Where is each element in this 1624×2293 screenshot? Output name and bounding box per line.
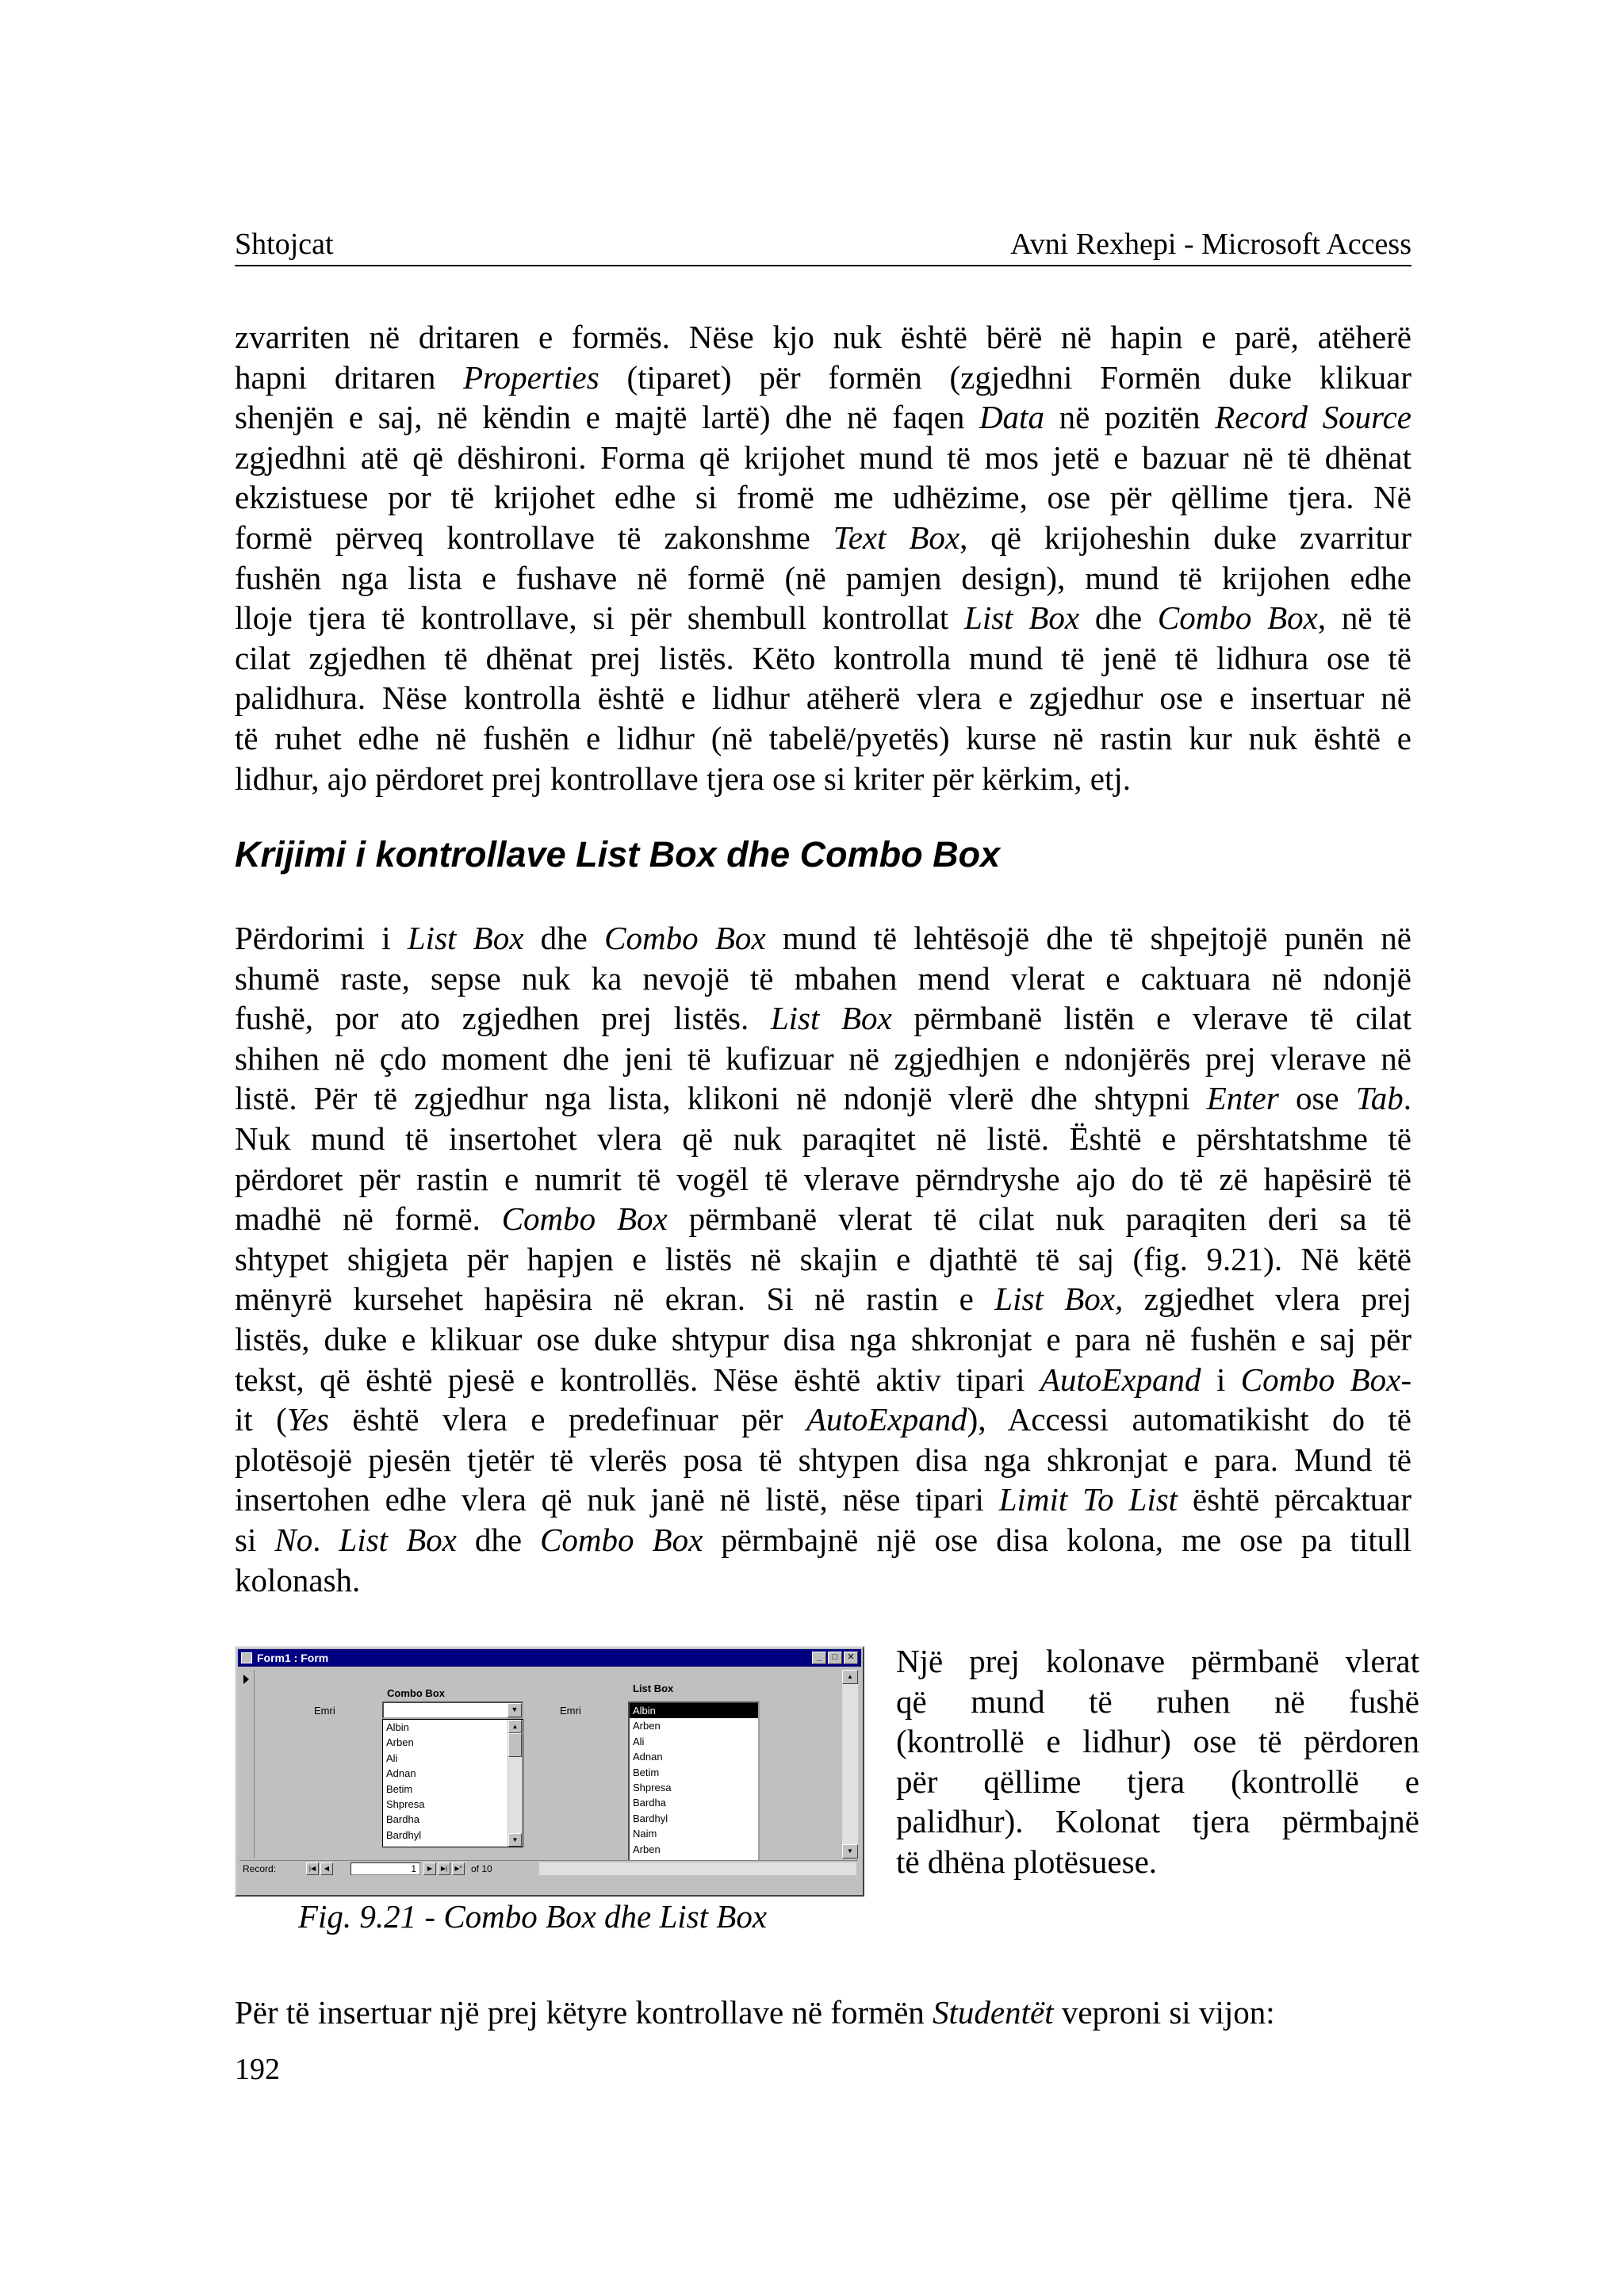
figure-caption: Fig. 9.21 - Combo Box dhe List Box [298, 1898, 768, 1935]
text-line [235, 317, 1411, 358]
text-run: i [1201, 1361, 1241, 1398]
text-run: cilat zgjedhen të dhënat prej listës. Këto kontrolla mund të jenë të lidhura ose të [235, 639, 1411, 676]
maximize-icon[interactable]: □ [828, 1652, 842, 1664]
italic-term: Tab [1355, 1080, 1404, 1117]
text-run: . [312, 1521, 339, 1558]
text-line [235, 718, 1411, 759]
form-icon [241, 1652, 252, 1663]
text-run: insertohen edhe vlera që nuk janë në listë, nëse tipari [235, 1481, 999, 1518]
scroll-down-icon[interactable]: ▼ [842, 1844, 858, 1859]
italic-term: Text Box [833, 519, 960, 556]
italic-term: Data [979, 399, 1044, 436]
combo-dropdown-list[interactable] [382, 1719, 523, 1847]
list-items [630, 1703, 758, 1857]
text-line [235, 678, 1411, 718]
italic-term: List Box [407, 920, 524, 956]
text-run: zgjedhet vlera prej [1123, 1280, 1411, 1318]
list-item[interactable]: Bardhyl [386, 1828, 422, 1841]
text-line [235, 438, 1411, 478]
text-run: (tiparet) për formën (zgjedhni Formën duke klikuar [599, 358, 1412, 396]
text-run: kolonash. [235, 1561, 361, 1598]
text-run: fushë, por ato zgjedhen prej listës. [235, 1000, 771, 1037]
text-run: ose [1278, 1080, 1356, 1117]
text-run: është përcaktuar [1178, 1481, 1411, 1518]
text-run: mund të lehtësojë dhe të shpejtojë punën në [765, 920, 1411, 956]
page-header [235, 224, 1411, 266]
text-line [235, 1992, 1411, 2033]
text-run: ekzistuese por të krijohet edhe si fromë me udhëzime, ose për qëllime tjera. Në [235, 479, 1411, 516]
figure-side-text [896, 1641, 1419, 1882]
paragraph-1 [235, 317, 1411, 798]
text-run: është vlera e predefinuar për [329, 1401, 806, 1438]
list-item[interactable]: Arben [386, 1736, 414, 1749]
text-line [235, 1480, 1411, 1520]
form-vertical-scrollbar[interactable] [842, 1670, 858, 1859]
italic-term: No [274, 1521, 313, 1558]
text-run: dhe [523, 920, 605, 956]
text-run: të ruhet edhe në fushën e lidhur (në tabelë/pyetës) kurse në rastin kur nuk është e [235, 719, 1411, 756]
text-line [235, 959, 1411, 999]
record-total: of 10 [471, 1863, 492, 1874]
text-run: lidhur, ajo përdoret prej kontrollave tjera ose si kriter për kërkim, etj. [235, 760, 1132, 797]
access-form-window [235, 1646, 864, 1897]
list-item[interactable]: Arben [633, 1720, 661, 1732]
text-line [235, 1119, 1411, 1159]
last-record-icon[interactable]: ▶| [438, 1862, 450, 1875]
first-record-icon[interactable]: |◀ [306, 1862, 319, 1875]
text-run: it ( [235, 1401, 287, 1438]
text-line [235, 638, 1411, 679]
list-box-heading: List Box [633, 1682, 674, 1694]
text-run: përmbajnë një ose disa kolona, me ose pa titull [703, 1521, 1411, 1558]
list-item[interactable]: Ali [633, 1735, 645, 1748]
text-line: Një prej kolonave përmbanë vlerat [896, 1643, 1419, 1679]
italic-term: AutoExpand [1040, 1361, 1201, 1398]
paragraph-3 [235, 1992, 1411, 2033]
text-run: dhe [456, 1521, 541, 1558]
italic-term: List Box [770, 1000, 892, 1037]
list-item[interactable]: Bardha [633, 1797, 666, 1809]
list-item[interactable]: Shpresa [633, 1781, 672, 1793]
record-selector[interactable] [239, 1670, 255, 1859]
text-line [235, 1319, 1411, 1360]
text-line [235, 1039, 1411, 1079]
text-run: zvarriten në dritaren e formës. Nëse kjo nuk është bërë në hapin e parë, atëherë [235, 319, 1411, 355]
page-number: 192 [235, 2053, 280, 2086]
text-run: listës, duke e klikuar ose duke shtypur disa nga shkronjat e para në fushën e saj për [235, 1320, 1411, 1357]
text-line [235, 477, 1411, 518]
text-run: shumë raste, sepse nuk ka nevojë të mbahen mend vlerat e caktuara në ndonjë [235, 959, 1411, 997]
italic-term: Enter [1206, 1080, 1279, 1117]
list-item[interactable]: Bardhyl [633, 1812, 668, 1824]
text-run: në pozitën [1044, 399, 1216, 436]
italic-term: Yes [286, 1401, 330, 1438]
record-label: Record: [243, 1863, 277, 1874]
form-title-bar[interactable] [238, 1649, 861, 1667]
italic-term: List Box [964, 599, 1080, 637]
list-item[interactable]: Betim [386, 1782, 413, 1795]
minimize-icon[interactable]: _ [812, 1652, 826, 1664]
text-run: madhë në formë. [235, 1200, 502, 1238]
text-line [235, 518, 1411, 558]
chevron-down-icon[interactable]: ▼ [508, 1703, 522, 1717]
italic-term: Properties [463, 358, 599, 396]
new-record-icon[interactable]: ▶* [452, 1862, 465, 1875]
text-line: palidhur). Kolonat tjera përmbajnë [896, 1803, 1419, 1840]
italic-term: Combo Box [1157, 599, 1318, 637]
text-run: si [235, 1521, 275, 1558]
text-line [235, 998, 1411, 1039]
scroll-up-icon[interactable]: ▲ [508, 1720, 522, 1733]
text-run: mënyrë kursehet hapësira në ekran. Si në rastin e [235, 1280, 995, 1318]
form-title: Form1 : Form [257, 1652, 329, 1664]
text-run: përmbanë listën e vlerave të cilat [891, 1000, 1411, 1037]
next-record-icon[interactable]: ▶ [423, 1862, 436, 1875]
record-number-input[interactable]: 1 [350, 1862, 420, 1875]
text-run: formë përveq kontrollave të zakonshme [235, 519, 833, 556]
header-section-title: Shtojcat [235, 228, 334, 261]
text-line [235, 1560, 1411, 1601]
text-run: shihen në çdo moment dhe jeni të kufizuar në zgjedhjen e ndonjërës prej vlerave në [235, 1039, 1411, 1077]
text-run: përdoret për rastin e numrit të vogël të vlerave përndryshe ajo do të zë hapësirë të [235, 1160, 1411, 1197]
header-book-title: Avni Rexhepi - Microsoft Access [1010, 228, 1411, 261]
text-line: të dhëna plotësuese. [896, 1843, 1158, 1880]
list-item[interactable]: Naim [633, 1828, 657, 1840]
list-item[interactable]: Bardha [386, 1813, 419, 1826]
text-run: Për të insertuar një prej këtyre kontrollave në formën [235, 1994, 933, 2031]
italic-term: List Box, [994, 1280, 1124, 1318]
list-item[interactable]: Arben [633, 1843, 661, 1855]
text-line [235, 1199, 1411, 1239]
text-run: vepronі si vijon: [1053, 1994, 1275, 2031]
list-field-label: Emri [560, 1705, 581, 1717]
list-item[interactable]: Ali [386, 1751, 398, 1764]
horizontal-scrollbar[interactable] [539, 1862, 856, 1875]
record-navigation-bar [239, 1860, 858, 1877]
text-line [235, 1159, 1411, 1200]
previous-record-icon[interactable]: ◀ [320, 1862, 333, 1875]
italic-term: List Box [339, 1521, 457, 1558]
text-line [235, 1520, 1411, 1560]
italic-term: Combo Box [1240, 1361, 1401, 1398]
scroll-thumb[interactable] [508, 1733, 522, 1757]
text-run: lloje tjera të kontrollave, si për shembull kontrollat [235, 599, 965, 637]
list-item[interactable]: Albin [630, 1703, 758, 1718]
list-item[interactable]: Adnan [633, 1751, 663, 1763]
text-run: palidhura. Nëse kontrolla është e lidhur atëherë vlera e zgjedhur ose e insertuar në [235, 679, 1411, 717]
text-run: shtypet shigjeta për hapjen e listës në skajin e djathtë të saj (fig. 9.21). Në këtë [235, 1240, 1411, 1277]
text-line: (kontrollë e lidhur) ose të përdoren [896, 1723, 1419, 1760]
text-run: . [1403, 1080, 1412, 1117]
italic-term: Record Source [1215, 399, 1411, 436]
text-run: Nuk mund të insertohet vlera që nuk paraqitet në listë. Është e përshtatshme të [235, 1120, 1411, 1157]
text-line [235, 1360, 1411, 1400]
close-icon[interactable]: ✕ [844, 1652, 858, 1664]
italic-term: AutoExpand [806, 1401, 967, 1438]
text-run: zgjedhni atë që dëshironi. Forma që krijohet mund të mos jetë e bazuar në të dhënat [235, 438, 1411, 476]
text-run: listë. Për të zgjedhur nga lista, klikoni në ndonjë vlerë dhe shtypni [235, 1080, 1207, 1117]
text-run: - [1400, 1361, 1411, 1398]
list-item[interactable]: Albin [386, 1721, 409, 1733]
text-line [235, 397, 1411, 438]
text-run: , në të [1317, 599, 1411, 637]
text-line [235, 1440, 1411, 1480]
list-item[interactable]: Betim [633, 1766, 660, 1778]
italic-term: Combo Box [540, 1521, 703, 1558]
scroll-up-icon[interactable]: ▲ [842, 1670, 858, 1684]
text-line [235, 1279, 1411, 1319]
text-line [235, 558, 1411, 599]
text-run: fushën nga lista e fushave në formë (në pamjen design), mund të krijohen edhe [235, 559, 1411, 596]
list-item[interactable]: Adnan [386, 1767, 416, 1780]
text-run: , që krijoheshin duke zvarritur [959, 519, 1411, 556]
section-heading: Krijimi i kontrollave List Box dhe Combo Box [235, 834, 1001, 875]
paragraph-2 [235, 918, 1411, 1600]
list-item[interactable]: Shpresa [386, 1797, 425, 1810]
italic-term: Combo Box [604, 920, 766, 956]
italic-term: Combo Box [501, 1200, 668, 1238]
text-line [235, 759, 1411, 799]
form-detail-section [255, 1670, 841, 1859]
list-box[interactable] [628, 1702, 760, 1863]
text-line [235, 1239, 1411, 1280]
italic-term: Limit To List [998, 1481, 1178, 1518]
combo-scrollbar[interactable] [508, 1720, 523, 1847]
combo-items [383, 1720, 523, 1843]
text-line [235, 918, 1411, 959]
text-run: hapni dritaren [235, 358, 464, 396]
text-line: që mund të ruhen në fushë [896, 1682, 1419, 1720]
text-line [235, 1078, 1411, 1119]
text-run: shenjën e saj, në këndin e majtë lartë) dhe në faqen [235, 399, 979, 436]
text-run: Përdorimi i [235, 920, 408, 956]
text-line: për qëllime tjera (kontrollë e [896, 1763, 1419, 1800]
text-run: ), Accessi automatikisht do të [967, 1401, 1411, 1438]
record-pointer-icon [243, 1675, 249, 1684]
combo-box-input[interactable] [382, 1702, 523, 1719]
combo-field-label: Emri [314, 1705, 335, 1717]
text-line [235, 358, 1411, 398]
text-line [235, 1399, 1411, 1440]
text-run: plotësojë pjesën tjetër të vlerës posa të shtypen disa nga shkronjat e para. Mund të [235, 1441, 1411, 1478]
italic-term: Studentët [933, 1994, 1054, 2031]
text-run: tekst, që është pjesë e kontrollës. Nëse është aktiv tipari [235, 1361, 1040, 1398]
text-line [235, 598, 1411, 638]
scroll-down-icon[interactable]: ▼ [508, 1833, 522, 1847]
text-run: përmbanë vlerat të cilat nuk paraqiten deri sa të [667, 1200, 1412, 1238]
combo-box-heading: Combo Box [387, 1687, 445, 1699]
text-run: dhe [1079, 599, 1158, 637]
